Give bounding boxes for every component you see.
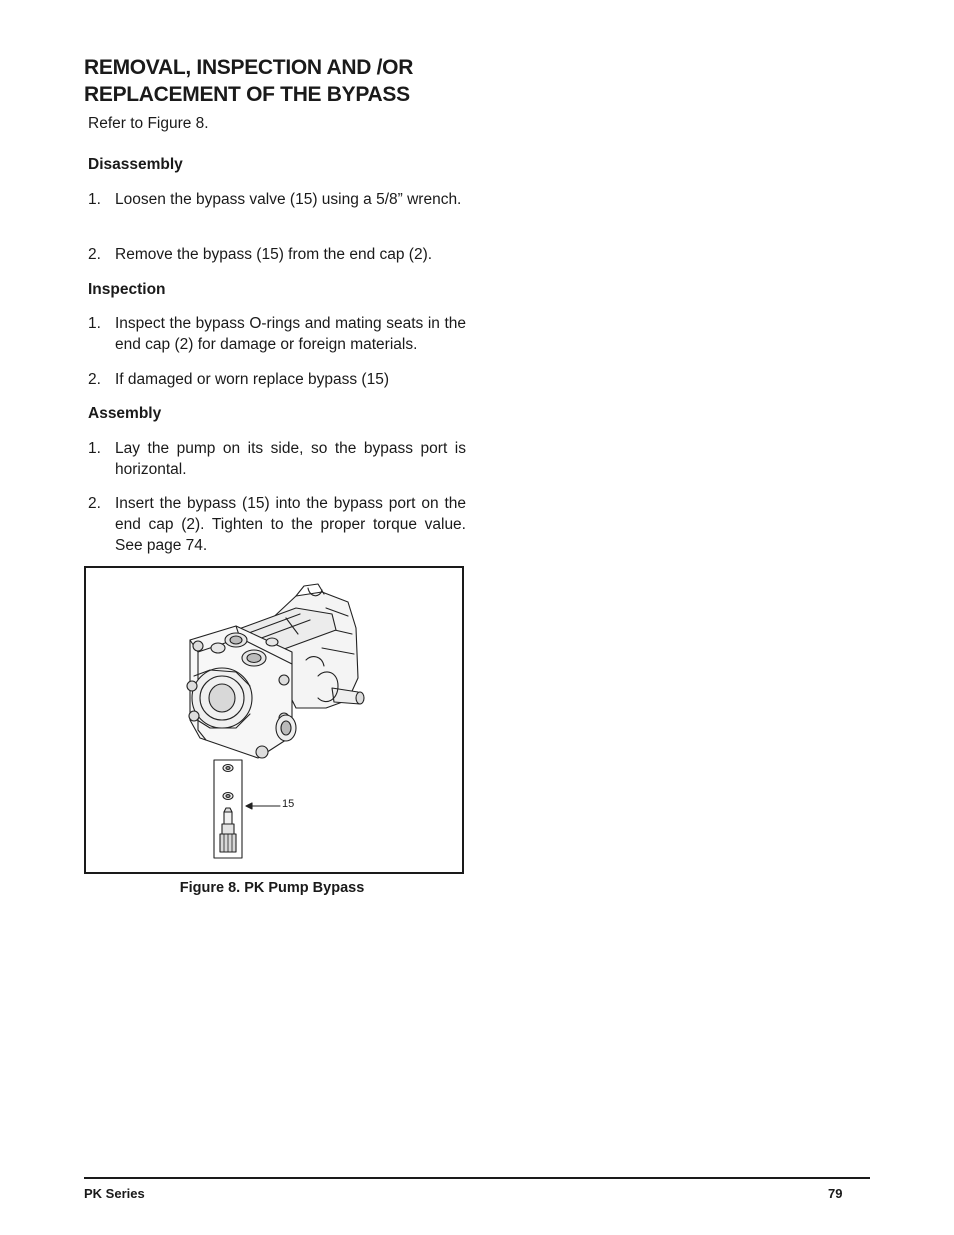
assembly-step-1: [88, 438, 466, 480]
step-text: Lay the pump on its side, so the bypass port is horizontal.: [115, 440, 466, 478]
step-number: 1.: [88, 440, 101, 457]
step-text: Inspect the bypass O-rings and mating seats in the end cap (2) for damage or foreign materials.: [115, 315, 466, 353]
section-title-line-2: REPLACEMENT OF THE BYPASS: [84, 83, 410, 106]
inspection-step-1: [88, 313, 466, 355]
section-title: [84, 54, 413, 108]
figure-caption: Figure 8. PK Pump Bypass: [179, 880, 365, 896]
step-text: If damaged or worn replace bypass (15): [115, 371, 389, 388]
pump-bypass-illustration: [86, 568, 462, 872]
footer-rule: [84, 1177, 870, 1179]
footer-page-number: 79: [828, 1186, 843, 1201]
assembly-heading: Assembly: [88, 405, 162, 422]
step-number: 1.: [88, 191, 101, 208]
disassembly-step-1: [88, 189, 466, 210]
step-text: Loosen the bypass valve (15) using a 5/8” wrench.: [115, 191, 462, 208]
step-number: 2.: [88, 246, 101, 263]
intro-text: Refer to Figure 8.: [88, 115, 209, 132]
disassembly-step-2: [88, 244, 466, 265]
disassembly-heading: Disassembly: [88, 156, 183, 173]
assembly-step-2: [88, 493, 466, 556]
callout-label-15: 15: [282, 798, 295, 810]
inspection-step-2: [88, 369, 466, 390]
section-title-line-1: REMOVAL, INSPECTION AND /OR: [84, 56, 414, 79]
step-number: 2.: [88, 495, 101, 512]
footer-series: PK Series: [84, 1186, 145, 1201]
step-text: Insert the bypass (15) into the bypass port on the end cap (2). Tighten to the proper torque value. See page 74.: [115, 495, 466, 554]
step-text: Remove the bypass (15) from the end cap (2).: [115, 246, 433, 263]
inspection-heading: Inspection: [88, 281, 166, 298]
step-number: 2.: [88, 371, 101, 388]
figure-frame: [84, 566, 464, 874]
step-number: 1.: [88, 315, 101, 332]
